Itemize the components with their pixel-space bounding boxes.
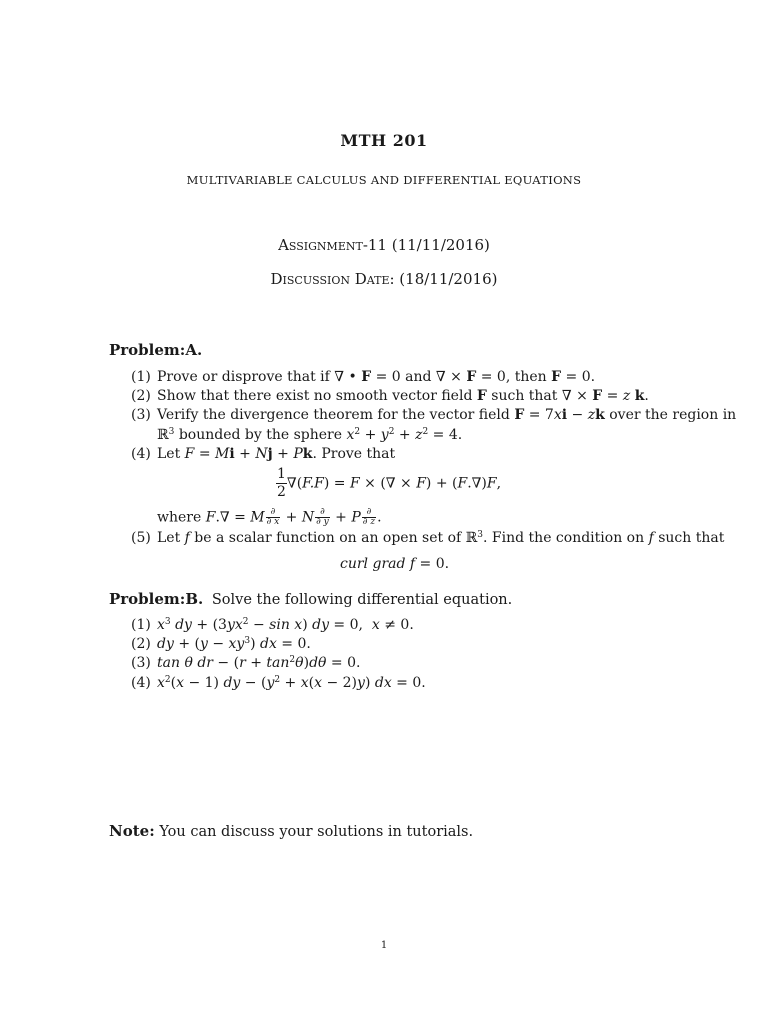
note-label: Note: — [109, 822, 155, 840]
problem-a-item-2: (2) Show that there exist no smooth vector field F such that ∇ × F = z k. — [131, 388, 649, 404]
problem-b-intro: Solve the following differential equation. — [211, 592, 513, 608]
problem-a-item-3-cont: ℝ$^3$ bounded by the sphere $x^2 + y^2 + z^2 = 4$. — [157, 427, 463, 443]
problem-b-heading: Problem:B. — [109, 590, 204, 608]
problem-a-item-4-where: where F.∇ = M $\frac{\partial}{\partial x}$ + N $\frac{\partial}{\partial y}$ + P $\frac{\partial}{\partial z}$ . — [157, 507, 382, 527]
problem-a-item-3: (3) Verify the divergence theorem for the vector field F = 7xi − zk over the region in — [131, 407, 737, 423]
problem-b-item-3: (3) tan θ dr − $(r + \tan^2\theta)d\theta = 0$. — [131, 655, 361, 671]
problem-a-item-1: (1) Prove or disprove that if ∇ • F = 0 and ∇ × F = 0, then F = 0. — [131, 369, 596, 385]
assignment-title: Assignment-11 (11/11/2016) — [278, 236, 490, 254]
problem-b-item-4: (4) $x^2(x - 1)$ dy − $(y^2 + x(x - 2)y)$ dx = 0. — [131, 675, 426, 691]
discussion-date: Discussion Date: (18/11/2016) — [270, 270, 498, 288]
note-text: You can discuss your solutions in tutorials. — [159, 824, 474, 840]
problem-a-item-4: (4) Let F = Mi + Nj + Pk. Prove that — [131, 446, 396, 462]
problem-b-heading-row — [109, 590, 512, 608]
problem-a-heading: Problem:A. — [109, 341, 203, 359]
course-title: MULTIVARIABLE CALCULUS AND DIFFERENTIAL EQUATIONS — [186, 173, 582, 187]
note — [109, 822, 473, 840]
page-number: 1 — [380, 940, 388, 951]
course-code: MTH 201 — [340, 131, 428, 150]
problem-b-item-2: (2) dy + $(y - xy^3)$ dx = 0. — [131, 636, 311, 652]
problem-a-item-5: (5) Let f be a scalar function on an open set of ℝ$^3$. Find the condition on f such that — [131, 530, 725, 546]
problem-a-item-5-equation: curl grad f = 0. — [340, 556, 450, 572]
problem-a-item-4-equation: $\frac{1}{2}$ ∇(F.F) = F × (∇ × F) + (F.∇)F, — [277, 466, 502, 500]
problem-b-item-1: (1) $x^3$ dy + $(3yx^2 - \sin x)$ dy = 0, x ≠ 0. — [131, 617, 414, 633]
